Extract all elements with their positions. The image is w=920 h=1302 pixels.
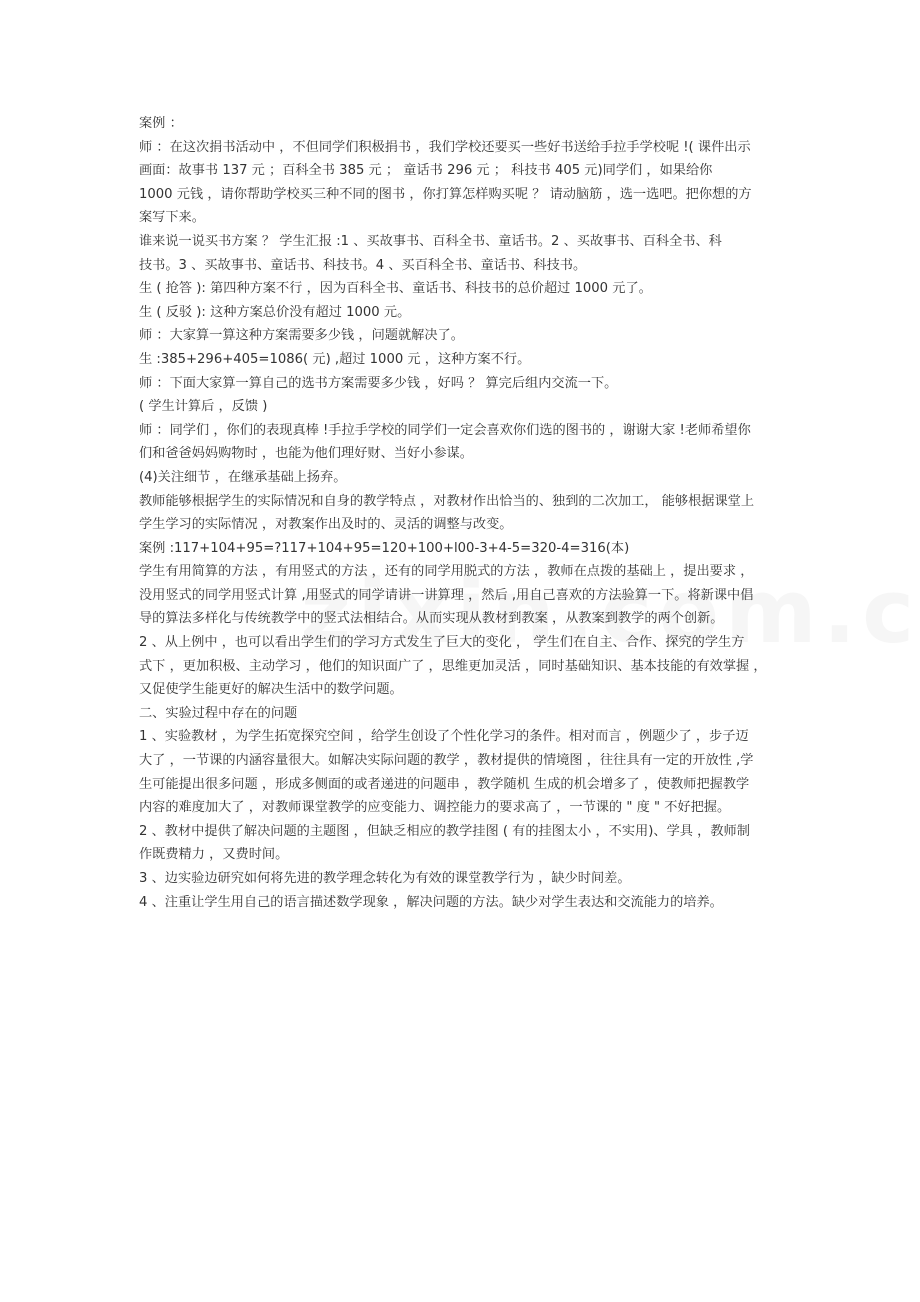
text-line: 们和爸爸妈妈购物时 ，也能为他们理好财、当好小参谋。 <box>139 446 473 462</box>
text-line: 3 、边实验边研究如何将先进的教学理念转化为有效的课堂教学行为 ，缺少时间差。 <box>139 871 631 886</box>
document-body <box>139 112 789 914</box>
text-line: 大了 ，一节课的内涵容量很大。如解决实际问题的教学 ，教材提供的情境图 ，往往具有一定的开放性 ,学 <box>139 753 754 769</box>
text-line: 画面：故事书 137 元 ；百科全书 385 元 ； 童话书 296 元 ； 科技书 405 元)同学们 ，如果给你 <box>139 163 713 179</box>
text-line: 4 、注重让学生用自己的语言描述数学现象 ，解决问题的方法。缺少对学生表达和交流能力的培养。 <box>139 894 723 910</box>
text-line: 生 ( 反驳 ): 这种方案总价没有超过 1000 元。 <box>139 304 411 320</box>
text-line: ( 学生计算后 ，反馈 ) <box>139 399 268 415</box>
text-line: 师 ：下面大家算一算自己的选书方案需要多少钱 ，好吗 ？ 算完后组内交流一下。 <box>139 375 618 391</box>
text-line: 生 ( 抢答 ): 第四种方案不行 ，因为百科全书、童话书、科技书的总价超过 1000 元了。 <box>139 281 652 297</box>
text-line: 案写下来。 <box>139 210 205 226</box>
text-line: 又促使学生能更好的解决生活中的数学问题。 <box>139 682 403 698</box>
text-line: 师 ：同学们 ，你们的表现真棒 !手拉手学校的同学们一定会喜欢你们选的图书的 ，谢谢大家 !老师希望你 <box>139 422 751 438</box>
text-line: 教师能够根据学生的实际情况和自身的教学特点 ，对教材作出恰当的、独到的二次加工， 能够根据课堂上 <box>139 493 755 509</box>
text-line: 谁来说一说买书方案 ？ 学生汇报 :1 、买故事书、百科全书、童话书。2 、买故事书、百科全书、科 <box>139 233 722 249</box>
text-line: 1 、实验教材 ，为学生拓宽探究空间 ，给学生创设了个性化学习的条件。相对而言 ，例题少了 ，步子迈 <box>139 729 749 745</box>
text-line: 案例 ： <box>139 116 183 131</box>
text-line: (4)关注细节 ，在继承基础上扬弃。 <box>139 469 347 485</box>
text-line: 作既费精力 ，又费时间。 <box>139 847 289 863</box>
text-line: 技书。3 、买故事书、童话书、科技书。4 、买百科全书、童话书、科技书。 <box>139 257 587 273</box>
text-line: 学生有用简算的方法 ，有用竖式的方法 ，还有的同学用脱式的方法 ，教师在点拨的基础上 ，提出要求 ， <box>139 564 754 580</box>
text-line: 学生学习的实际情况 ，对教案作出及时的、灵活的调整与改变。 <box>139 517 513 533</box>
text-line: 生 :385+296+405=1086( 元) ,超过 1000 元 ，这种方案不行。 <box>139 351 531 367</box>
text-line: 生可能提出很多问题 ，形成多侧面的或者递进的问题串 ，教学随机 生成的机会增多了 ，使教师把握教学 <box>139 776 750 792</box>
text-line: 案例 :117+104+95=?117+104+95=120+100+l00-3+4-5=320-4=316(本) <box>139 540 630 556</box>
text-line: 2 、从上例中 ，也可以看出学生们的学习方式发生了巨大的变化 ， 学生们在自主、合作、探究的学生方 <box>139 635 745 651</box>
text-line: 没用竖式的同学用竖式计算 ,用竖式的同学请讲一讲算理 ，然后 ,用自己喜欢的方法验算一下。将新课中倡 <box>139 587 754 603</box>
text-line: 导的算法多样化与传统教学中的竖式法相结合。从而实现从教材到教案 ，从教案到教学的两个创新。 <box>139 611 724 627</box>
text-line: 师 ：大家算一算这种方案需要多少钱 ，问题就解决了。 <box>139 328 464 344</box>
text-line: 内容的难度加大了 ，对教师课堂教学的应变能力、调控能力的要求高了 ，一节课的 " 度 " 不好把握。 <box>139 800 731 816</box>
text-line: 2 、教材中提供了解决问题的主题图 ，但缺乏相应的教学挂图 ( 有的挂图太小 ，不实用)、学具 ，教师制 <box>139 823 750 839</box>
text-line: 式下 ，更加积极、主动学习 ，他们的知识面广了 ，思维更加灵活 ，同时基础知识、基本技能的有效掌握 ， <box>139 658 767 674</box>
text-line: 师 ：在这次捐书活动中 ，不但同学们积极捐书 ，我们学校还要买一些好书送给手拉手学校呢 !( 课件出示 <box>139 139 751 155</box>
text-line: 二、实验过程中存在的问题 <box>139 705 298 721</box>
text-line: 1000 元钱 ，请你帮助学校买三种不同的图书 ，你打算怎样购买呢 ？ 请动脑筋 ，选一选吧。把你想的方 <box>139 186 752 202</box>
